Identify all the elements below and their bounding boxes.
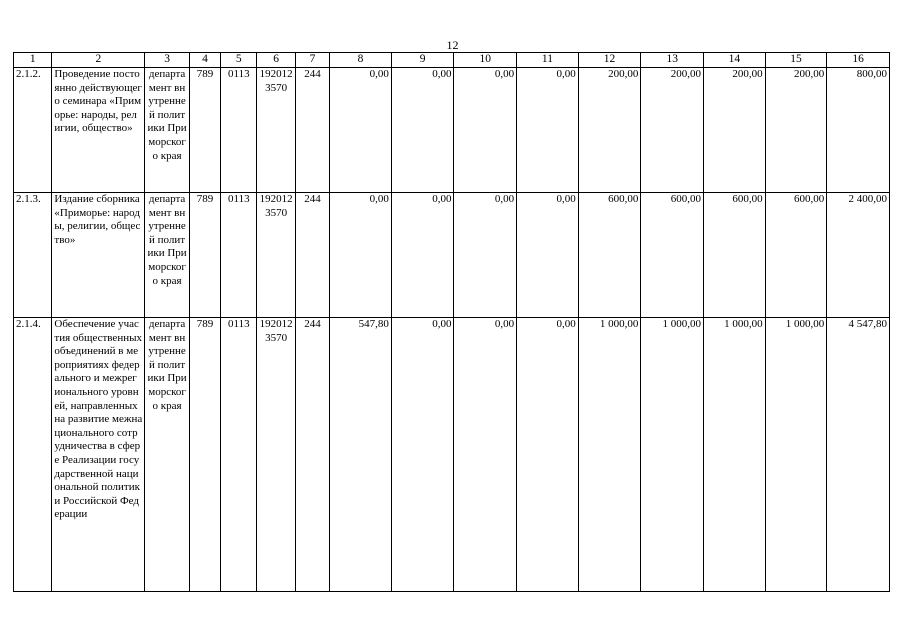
row-col7: 244 <box>295 193 329 318</box>
row-col5: 0113 <box>221 318 257 592</box>
table-row <box>14 318 890 592</box>
row-value: 547,80 <box>330 318 392 592</box>
row-value: 0,00 <box>454 193 517 318</box>
row-col7: 244 <box>295 318 329 592</box>
page-number: 12 <box>446 38 459 52</box>
row-executor: департамент внутренней политики Приморского края <box>145 193 189 318</box>
row-value: 0,00 <box>454 318 517 592</box>
row-value: 200,00 <box>641 68 704 193</box>
row-total: 2 400,00 <box>827 193 890 318</box>
row-value: 0,00 <box>517 193 579 318</box>
row-col4: 789 <box>189 193 220 318</box>
row-col4: 789 <box>189 318 220 592</box>
row-code: 2.1.3. <box>14 193 52 318</box>
row-col5: 0113 <box>221 193 257 318</box>
row-value: 0,00 <box>454 68 517 193</box>
row-total: 800,00 <box>827 68 890 193</box>
table-row <box>14 68 890 193</box>
header-cell: 7 <box>295 53 329 68</box>
row-value: 200,00 <box>578 68 641 193</box>
row-value: 600,00 <box>704 193 766 318</box>
row-col4: 789 <box>189 68 220 193</box>
header-row <box>14 53 890 68</box>
row-executor: департамент внутренней политики Приморского края <box>145 68 189 193</box>
row-value: 0,00 <box>391 193 454 318</box>
row-name: Обеспечение участия общественных объединений в мероприятиях федерального и межрегионального уровней, направленных на развитие межнационального сотрудничества в сфере Реализации государственной национальной политики Российской Федерации <box>52 318 145 592</box>
row-value: 200,00 <box>704 68 766 193</box>
table-row <box>14 193 890 318</box>
header-cell: 11 <box>517 53 579 68</box>
header-cell: 1 <box>14 53 52 68</box>
header-cell: 15 <box>765 53 827 68</box>
header-cell: 4 <box>189 53 220 68</box>
budget-table <box>13 52 890 592</box>
row-name: Проведение постоянно действующего семинара «Приморье: народы, религии, общество» <box>52 68 145 193</box>
row-executor: департамент внутренней политики Приморского края <box>145 318 189 592</box>
row-code: 2.1.4. <box>14 318 52 592</box>
row-col7: 244 <box>295 68 329 193</box>
row-value: 0,00 <box>391 68 454 193</box>
header-cell: 6 <box>257 53 295 68</box>
header-cell: 5 <box>221 53 257 68</box>
row-value: 0,00 <box>517 68 579 193</box>
header-cell: 13 <box>641 53 704 68</box>
header-cell: 16 <box>827 53 890 68</box>
row-value: 1 000,00 <box>765 318 827 592</box>
row-value: 1 000,00 <box>704 318 766 592</box>
row-col6: 1920123570 <box>257 318 295 592</box>
header-cell: 3 <box>145 53 189 68</box>
header-cell: 8 <box>330 53 392 68</box>
header-cell: 9 <box>391 53 454 68</box>
row-name: Издание сборника «Приморье: народы, религии, общество» <box>52 193 145 318</box>
row-value: 0,00 <box>330 68 392 193</box>
row-code: 2.1.2. <box>14 68 52 193</box>
row-value: 0,00 <box>517 318 579 592</box>
row-col6: 1920123570 <box>257 68 295 193</box>
row-value: 0,00 <box>391 318 454 592</box>
header-cell: 2 <box>52 53 145 68</box>
row-value: 600,00 <box>578 193 641 318</box>
row-value: 1 000,00 <box>578 318 641 592</box>
row-value: 200,00 <box>765 68 827 193</box>
row-value: 0,00 <box>330 193 392 318</box>
header-cell: 12 <box>578 53 641 68</box>
row-col6: 1920123570 <box>257 193 295 318</box>
row-value: 600,00 <box>765 193 827 318</box>
row-total: 4 547,80 <box>827 318 890 592</box>
row-value: 600,00 <box>641 193 704 318</box>
row-col5: 0113 <box>221 68 257 193</box>
row-value: 1 000,00 <box>641 318 704 592</box>
header-cell: 10 <box>454 53 517 68</box>
header-cell: 14 <box>704 53 766 68</box>
